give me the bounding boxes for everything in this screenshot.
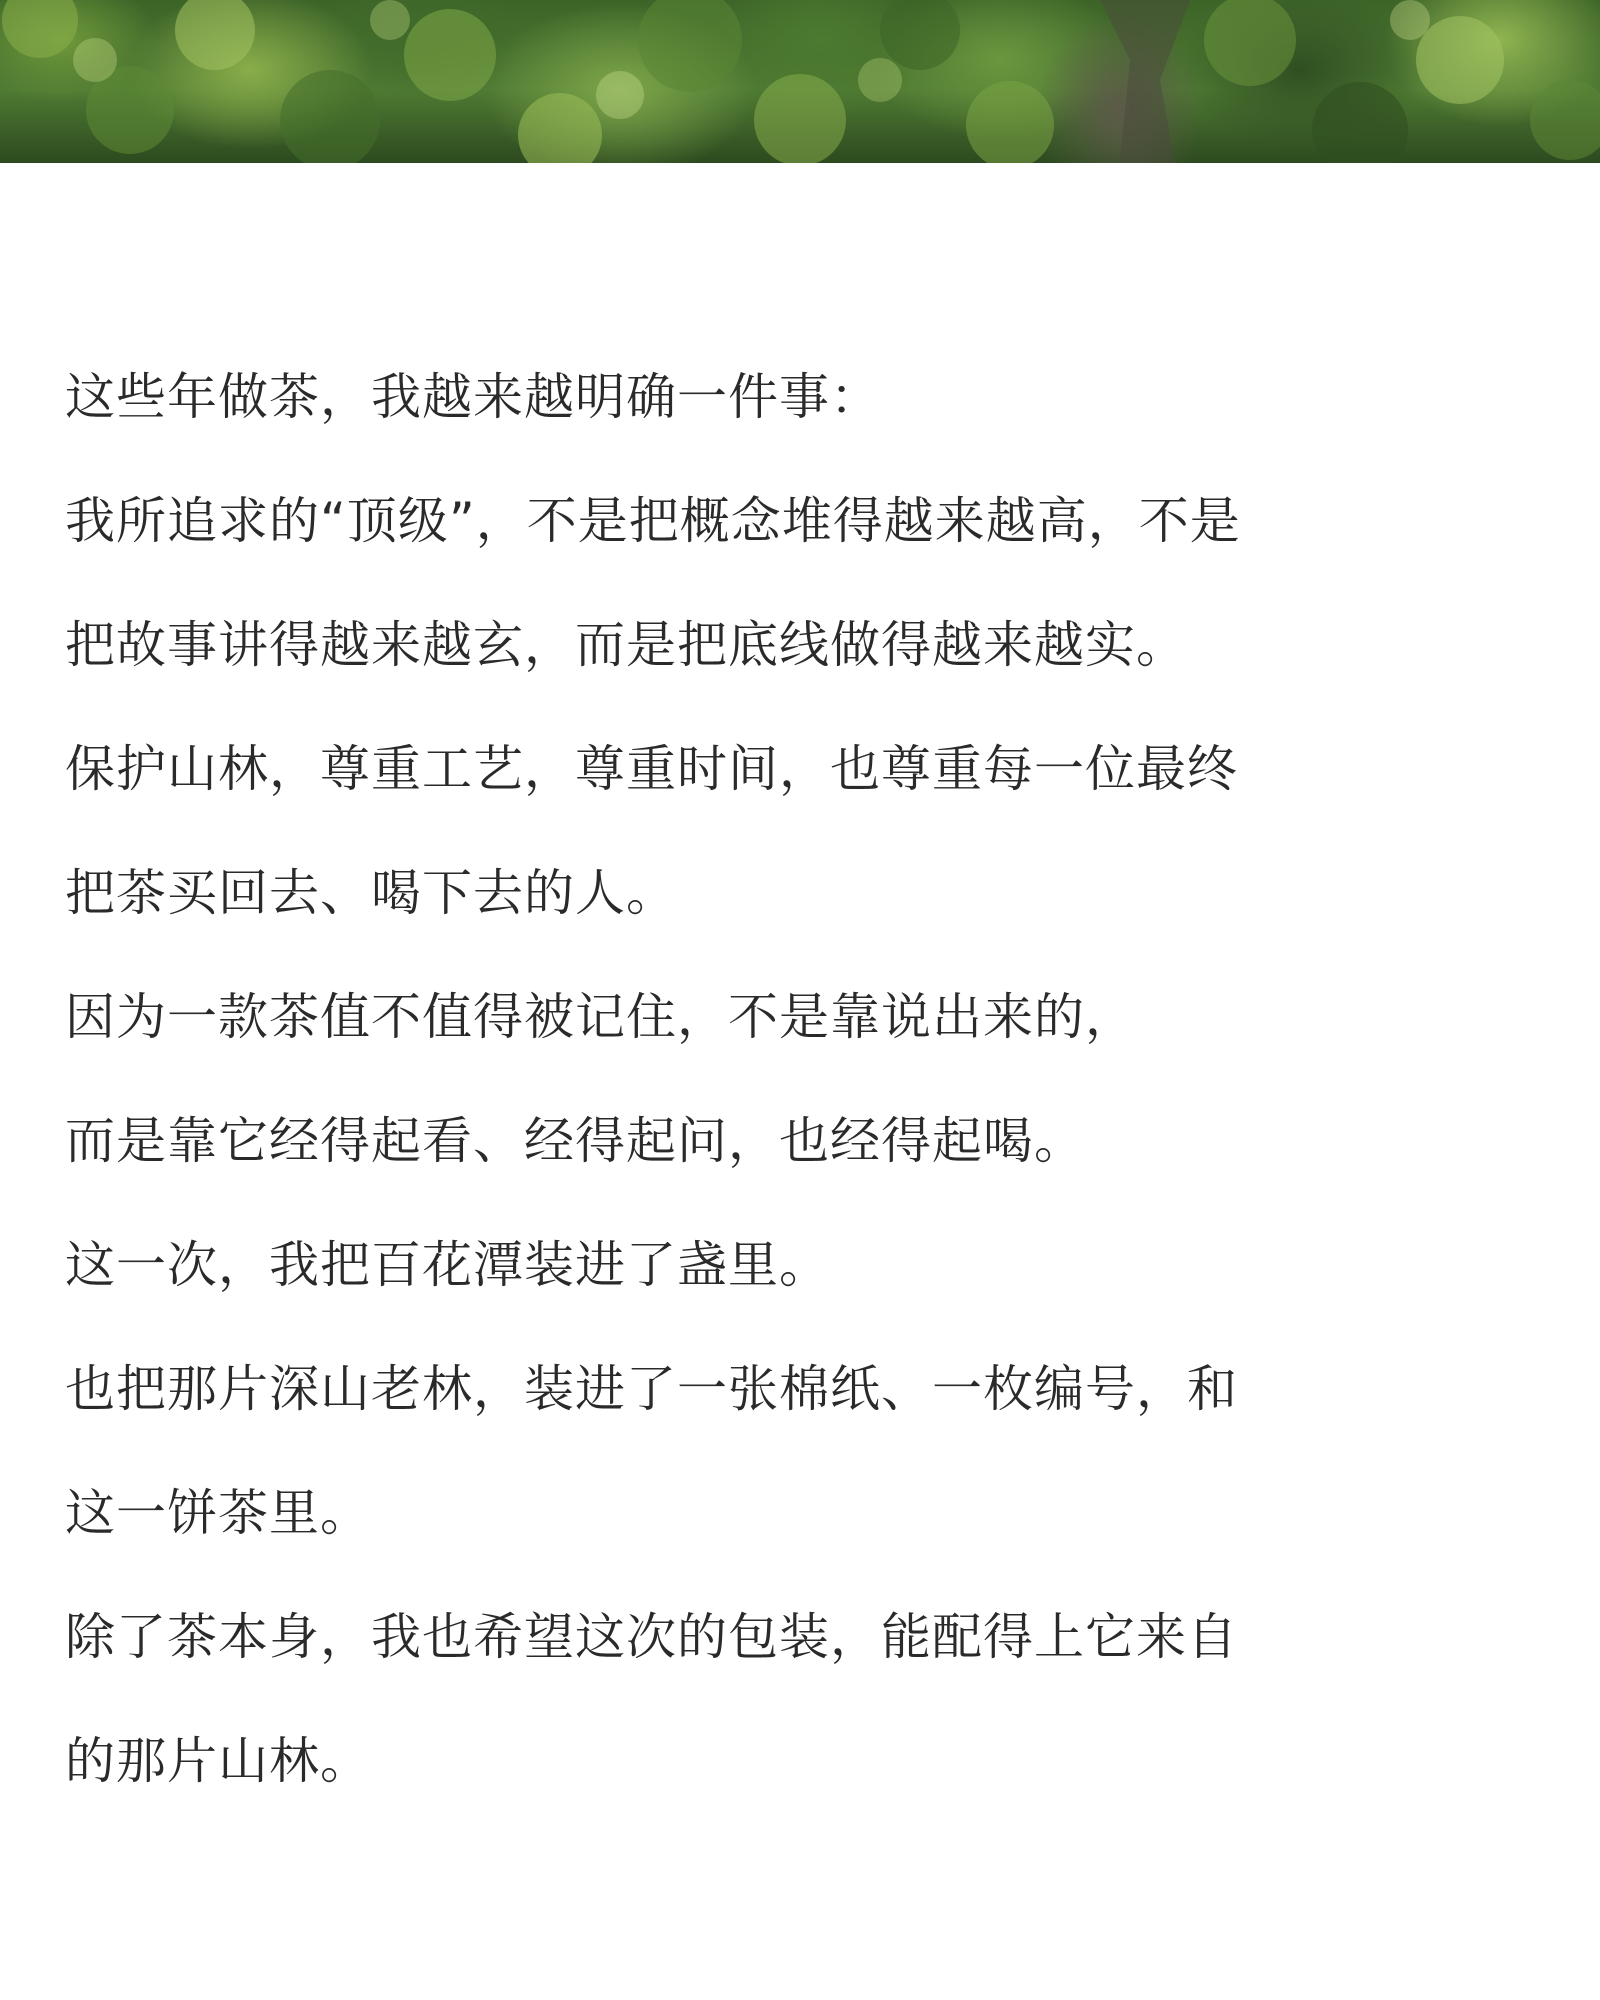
paragraph-3 xyxy=(65,707,1545,955)
text-line: 保护山林，尊重工艺，尊重时间，也尊重每一位最终 xyxy=(65,740,1238,798)
paragraph-6 xyxy=(65,1327,1545,1823)
text-line: 把茶买回去、喝下去的人。 xyxy=(65,864,677,922)
paragraph-5 xyxy=(65,1203,1545,1327)
text-line: 而是靠它经得起看、经得起问，也经得起喝。 xyxy=(65,1112,1085,1170)
text-line: 这一饼茶里。 xyxy=(65,1484,371,1542)
text-line: 这些年做茶，我越来越明确一件事： xyxy=(65,368,881,426)
forest-canopy-icon xyxy=(0,0,1600,163)
text-line: 这一次，我把百花潭装进了盏里。 xyxy=(65,1236,830,1294)
text-line: 也把那片深山老林，装进了一张棉纸、一枚编号，和 xyxy=(65,1360,1238,1418)
forest-canopy-photo xyxy=(0,0,1600,163)
text-line: 的那片山林。 xyxy=(65,1732,371,1790)
text-line: 因为一款茶值不值得被记住，不是靠说出来的， xyxy=(65,988,1136,1046)
text-line: 把故事讲得越来越玄，而是把底线做得越来越实。 xyxy=(65,616,1187,674)
article-body xyxy=(65,335,1545,1823)
text-line: 除了茶本身，我也希望这次的包装，能配得上它来自 xyxy=(65,1608,1238,1666)
paragraph-2 xyxy=(65,459,1545,707)
paragraph-4 xyxy=(65,955,1545,1203)
text-line: 我所追求的“顶级”，不是把概念堆得越来越高，不是 xyxy=(65,492,1241,550)
paragraph-1 xyxy=(65,335,1545,459)
